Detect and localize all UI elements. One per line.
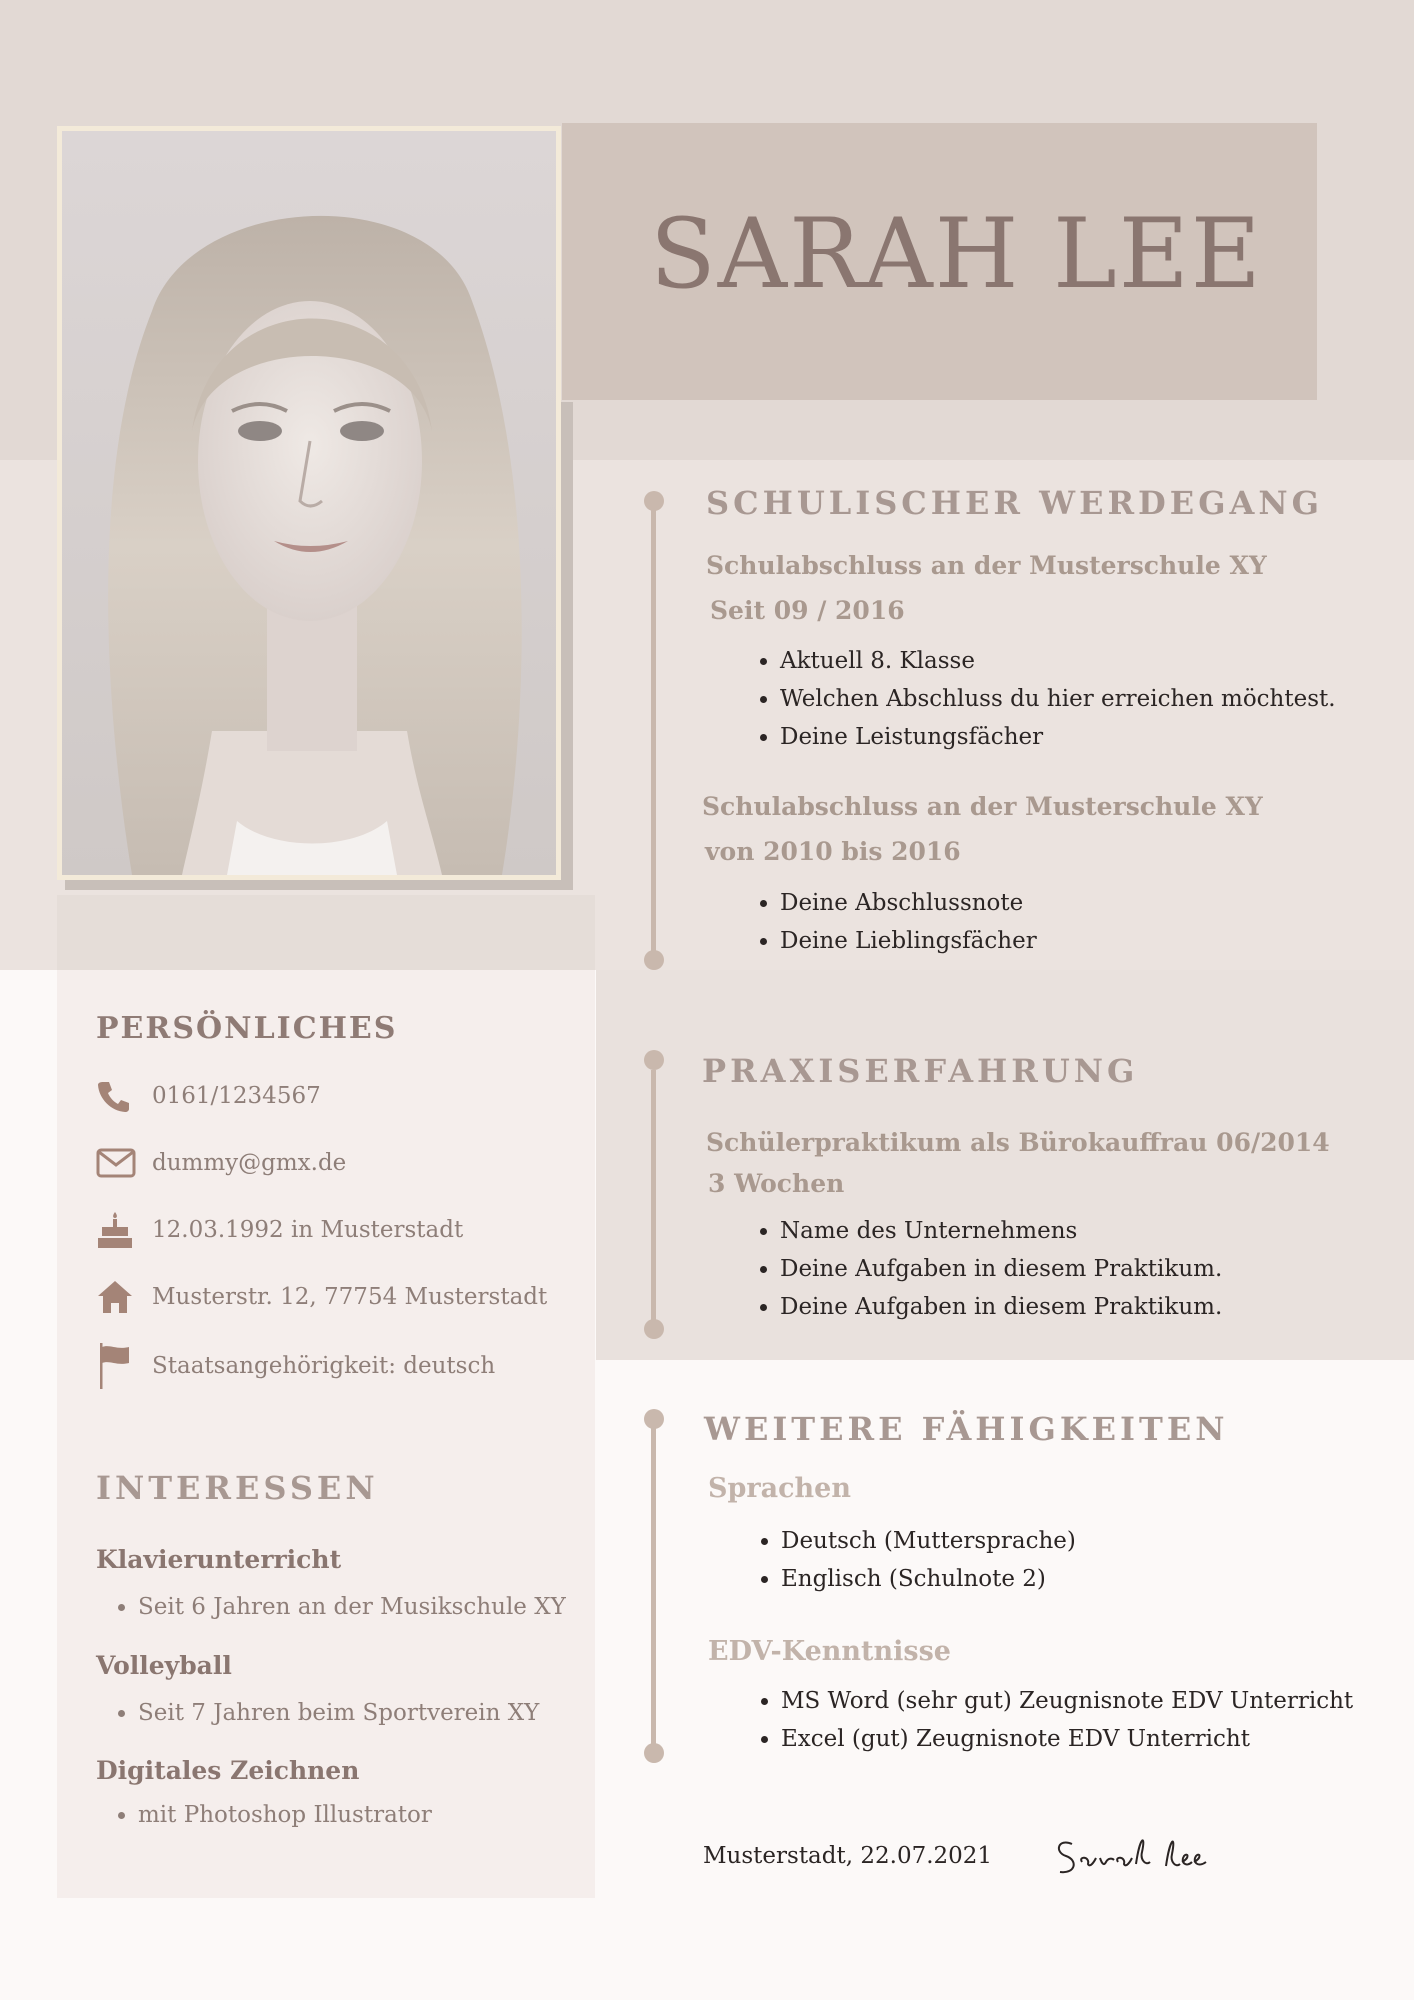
list-item: • Seit 7 Jahren beim Sportverein XY — [138, 1696, 539, 1730]
experience-timeline-dot-top — [644, 1050, 664, 1070]
birth-row — [96, 1210, 463, 1250]
education-timeline-line — [651, 502, 656, 960]
education-timeline-dot-bottom — [644, 950, 664, 970]
skills-timeline-dot-bottom — [644, 1743, 664, 1763]
list-item: • Deine Leistungsfächer — [780, 718, 1336, 756]
list-item: • Welchen Abschluss du hier erreichen möchtest. — [780, 680, 1336, 718]
flag-icon — [96, 1346, 138, 1386]
interest-1-head: Klavierunterricht — [96, 1545, 342, 1574]
mail-icon — [96, 1143, 138, 1183]
applicant-name: SARAH LEE — [650, 198, 1263, 310]
list-item: • Aktuell 8. Klasse — [780, 642, 1336, 680]
interest-2-list — [96, 1696, 539, 1730]
skills-timeline-line — [651, 1428, 656, 1748]
list-item: • Deutsch (Muttersprache) — [781, 1522, 1076, 1560]
education-entry-1-list — [744, 642, 1336, 756]
experience-timeline-dot-bottom — [644, 1319, 664, 1339]
profile-photo — [62, 131, 556, 875]
list-item: • MS Word (sehr gut) Zeugnisnote EDV Unterricht — [781, 1682, 1353, 1720]
personal-section-title: PERSÖNLICHES — [96, 1011, 398, 1046]
experience-timeline-line — [651, 1070, 656, 1330]
list-item: • Excel (gut) Zeugnisnote EDV Unterricht — [781, 1720, 1353, 1758]
list-item: • Deine Aufgaben in diesem Praktikum. — [780, 1288, 1222, 1326]
list-item: • Seit 6 Jahren an der Musikschule XY — [138, 1590, 566, 1624]
phone-row — [96, 1076, 321, 1116]
education-entry-2-head: Schulabschluss an der Musterschule XY — [702, 792, 1263, 821]
list-item: • mit Photoshop Illustrator — [138, 1798, 432, 1832]
house-icon — [96, 1277, 138, 1317]
cake-icon — [96, 1210, 138, 1250]
list-item: • Name des Unternehmens — [780, 1212, 1222, 1250]
interest-1-list — [96, 1590, 566, 1624]
languages-list — [745, 1522, 1076, 1598]
email-address: dummy@gmx.de — [152, 1150, 347, 1176]
home-address: Musterstr. 12, 77754 Musterstadt — [152, 1284, 548, 1310]
interest-3-list — [96, 1798, 432, 1832]
nationality-row — [96, 1346, 495, 1386]
list-item: • Deine Aufgaben in diesem Praktikum. — [780, 1250, 1222, 1288]
interest-3-head: Digitales Zeichnen — [96, 1756, 360, 1785]
education-entry-1-head: Schulabschluss an der Musterschule XY — [706, 551, 1267, 580]
experience-entry-duration: 3 Wochen — [708, 1169, 845, 1198]
it-skills-heading: EDV-Kenntnisse — [708, 1636, 951, 1667]
email-row — [96, 1143, 346, 1183]
address-row — [96, 1277, 547, 1317]
experience-entry-list — [744, 1212, 1222, 1326]
handwritten-signature — [1050, 1826, 1210, 1890]
interest-2-head: Volleyball — [96, 1651, 232, 1680]
it-skills-list — [745, 1682, 1353, 1758]
phone-number: 0161/1234567 — [152, 1083, 321, 1109]
education-entry-2-date: von 2010 bis 2016 — [705, 837, 961, 866]
education-timeline-dot-top — [644, 491, 664, 511]
list-item: • Deine Abschlussnote — [780, 884, 1037, 922]
languages-heading: Sprachen — [708, 1473, 851, 1504]
experience-section-title: PRAXISERFAHRUNG — [702, 1052, 1139, 1090]
skills-timeline-dot-top — [644, 1409, 664, 1429]
skills-section-title: WEITERE FÄHIGKEITEN — [704, 1410, 1229, 1448]
interests-section-title: INTERESSEN — [96, 1469, 379, 1507]
birth-date-place: 12.03.1992 in Musterstadt — [152, 1217, 464, 1243]
phone-icon — [96, 1076, 138, 1116]
list-item: • Englisch (Schulnote 2) — [781, 1560, 1076, 1598]
education-section-title: SCHULISCHER WERDEGANG — [706, 484, 1323, 522]
experience-entry-head: Schülerpraktikum als Bürokauffrau 06/2014 — [706, 1128, 1330, 1157]
place-and-date: Musterstadt, 22.07.2021 — [703, 1843, 993, 1869]
nationality: Staatsangehörigkeit: deutsch — [152, 1353, 496, 1379]
photo-footer-band — [57, 895, 595, 970]
education-entry-1-date: Seit 09 / 2016 — [710, 596, 905, 625]
education-entry-2-list — [744, 884, 1037, 960]
list-item: • Deine Lieblingsfächer — [780, 922, 1037, 960]
